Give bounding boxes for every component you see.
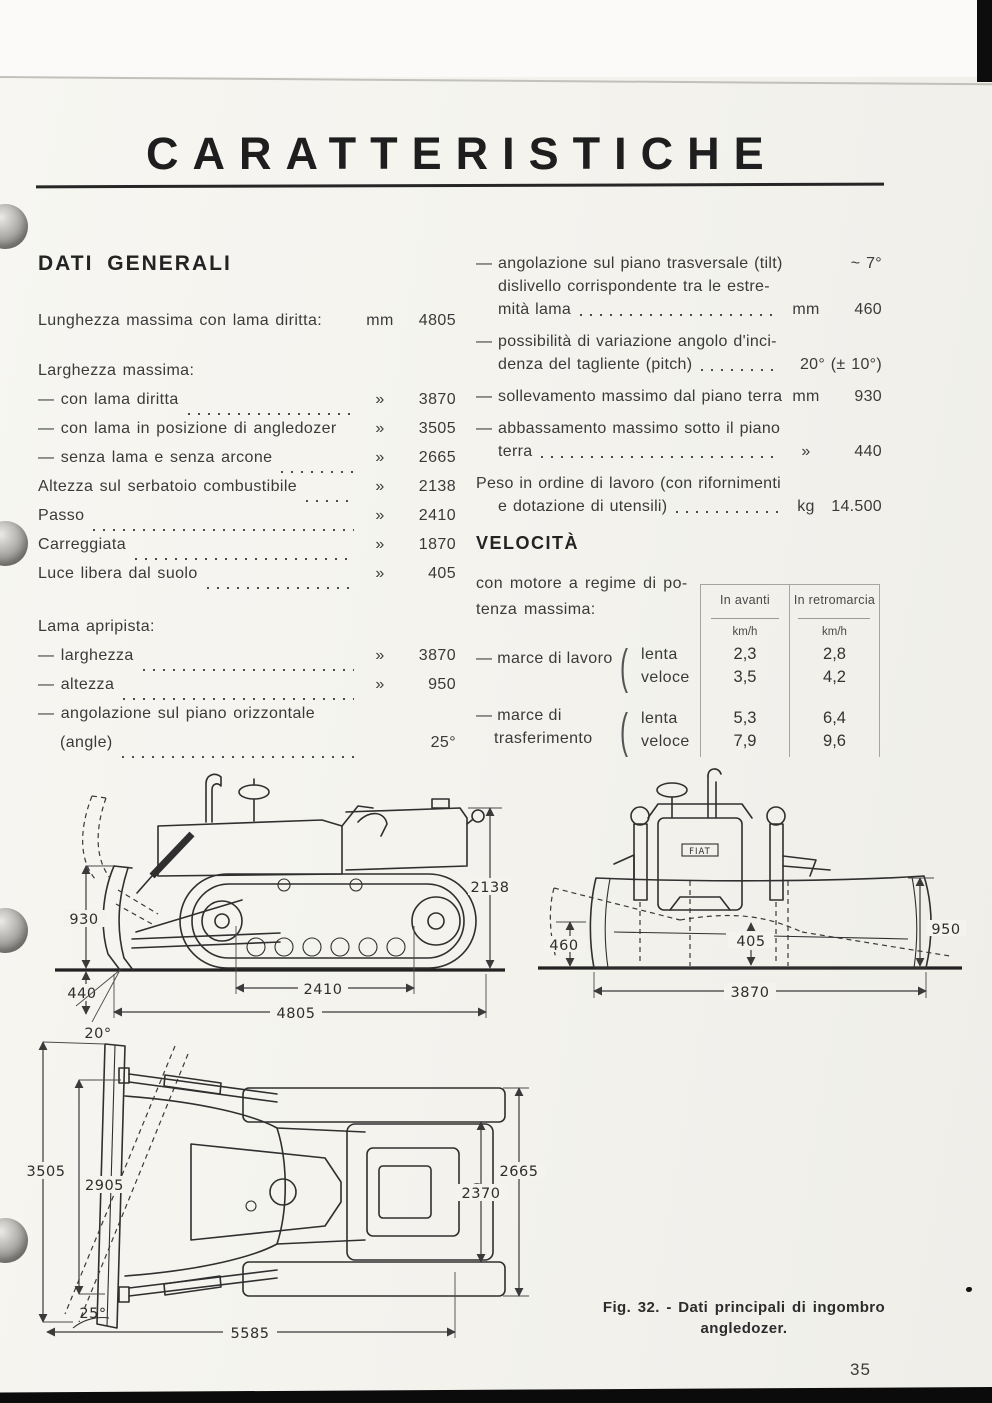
spec-row: Carreggiata » 1870 <box>38 536 456 565</box>
spec-row: — angolazione sul piano orizzontale <box>38 705 316 722</box>
spec-row: — altezza » 950 <box>38 676 456 705</box>
top-view-drawing <box>25 1032 545 1352</box>
page-number: 35 <box>850 1360 871 1379</box>
spec-row: Passo » 2410 <box>38 507 456 536</box>
binder-hole <box>0 1218 28 1263</box>
scan-top-strip <box>0 0 992 77</box>
scan-bottom-bar <box>0 1386 992 1403</box>
gear-label: lenta <box>641 710 678 727</box>
spec-row-continuation: (angle) 25° <box>38 734 456 763</box>
front-view-drawing <box>530 760 970 1012</box>
spec-row: Luce libera dal suolo » 405 <box>38 565 456 594</box>
speed-value: 2,3 <box>733 645 757 663</box>
brace-glyph: ( <box>620 705 628 758</box>
scan-black-corner <box>977 0 992 82</box>
section-heading-dati-generali: DATI GENERALI <box>38 252 232 275</box>
dim-blade-angle: 25° <box>79 1306 107 1322</box>
dim-blade-width-angled: 2905 <box>85 1178 124 1194</box>
dim-blade-width: 3870 <box>730 985 770 1001</box>
velocita-intro: tenza massima: <box>476 601 596 618</box>
dim-blade-lift: 930 <box>69 912 99 928</box>
column-header: In avanti <box>720 593 770 607</box>
spec-item: — possibilità di variazione angolo d'inci- denza del tagliente (pitch) 20° (± 10°) <box>476 333 882 373</box>
side-view-dimensions <box>62 808 512 1042</box>
unit-label: km/h <box>732 626 758 638</box>
speed-value: 4,2 <box>823 668 846 686</box>
spec-item: Peso in ordine di lavoro (con rifornimenti e dotazione di utensili) kg 14.500 <box>476 475 882 515</box>
section-heading-velocita: VELOCITÀ <box>476 533 580 553</box>
scan-edge-line <box>0 76 992 85</box>
figure-caption: Fig. 32. - Dati principali di ingombro angledozer. <box>602 1299 886 1337</box>
dim-height: 2138 <box>470 880 510 896</box>
unit-label: km/h <box>822 626 847 638</box>
speed-table <box>700 584 880 757</box>
binder-hole <box>0 521 28 566</box>
spec-row: — con lama diritta » 3870 <box>38 391 456 420</box>
title-rule <box>36 183 884 188</box>
dim-overall-width: 2665 <box>499 1164 539 1180</box>
dati-generali-right-column <box>476 252 882 527</box>
binder-hole <box>0 908 28 953</box>
brand-logo: FIAT <box>689 847 711 857</box>
dim-track-overall: 2370 <box>461 1186 501 1202</box>
dim-overall-length: 4805 <box>276 1006 316 1022</box>
binder-hole <box>0 204 28 249</box>
dim-pitch-angle: 20° <box>84 1026 112 1042</box>
gear-group-label: — marce di <box>476 707 562 724</box>
dim-ground-clearance: 405 <box>736 934 766 950</box>
dozer-side-profile <box>55 774 505 970</box>
speed-value: 5,3 <box>733 709 757 727</box>
spec-row: — larghezza » 3870 <box>38 647 456 676</box>
dim-blade-height: 950 <box>931 922 961 938</box>
spec-row: Lunghezza massima con lama diritta: mm 4805 <box>38 312 456 329</box>
dati-generali-column <box>38 312 456 763</box>
speed-value: 2,8 <box>823 645 846 663</box>
dim-wheelbase: 2410 <box>303 982 343 998</box>
dim-blade-span: 3505 <box>26 1164 66 1180</box>
speed-value: 6,4 <box>823 709 846 727</box>
page-title: CARATTERISTICHE <box>146 128 778 179</box>
spec-item: — abbassamento massimo sotto il piano terra » 440 <box>476 420 882 460</box>
spec-subheading: Larghezza massima: <box>38 362 195 379</box>
spec-subheading: Lama apripista: <box>38 618 155 635</box>
gear-group-label: — marce di lavoro <box>476 650 613 667</box>
spec-row: — con lama in posizione di angledozer » 3505 <box>38 420 456 437</box>
ink-spot <box>966 1287 972 1292</box>
spec-row: — senza lama e senza arcone » 2665 <box>38 449 456 478</box>
dim-overall-length-angled: 5585 <box>230 1326 270 1342</box>
header-underline <box>798 618 870 619</box>
spec-item: — angolazione sul piano trasversale (tilt) ~ 7° dislivello corrispondente tra le estre- mità lama mm 460 <box>476 255 882 318</box>
gear-label: lenta <box>641 646 678 663</box>
velocita-intro: con motore a regime di po- <box>476 575 688 592</box>
column-header: In retromarcia <box>793 593 876 607</box>
speed-value: 3,5 <box>733 668 757 686</box>
dim-blade-drop: 440 <box>67 986 97 1002</box>
brace-glyph: ( <box>620 641 628 694</box>
gear-label: veloce <box>641 669 690 686</box>
side-view-drawing <box>40 762 512 1052</box>
gear-group-label: trasferimento <box>494 730 593 747</box>
speed-value: 7,9 <box>733 732 757 750</box>
gear-label: veloce <box>641 733 690 750</box>
header-underline <box>711 618 779 619</box>
speed-value: 9,6 <box>823 732 846 750</box>
spec-row: Altezza sul serbatoio combustibile » 2138 <box>38 478 456 507</box>
dim-tilt-drop: 460 <box>549 938 579 954</box>
spec-item: — sollevamento massimo dal piano terra mm 930 <box>476 388 882 405</box>
